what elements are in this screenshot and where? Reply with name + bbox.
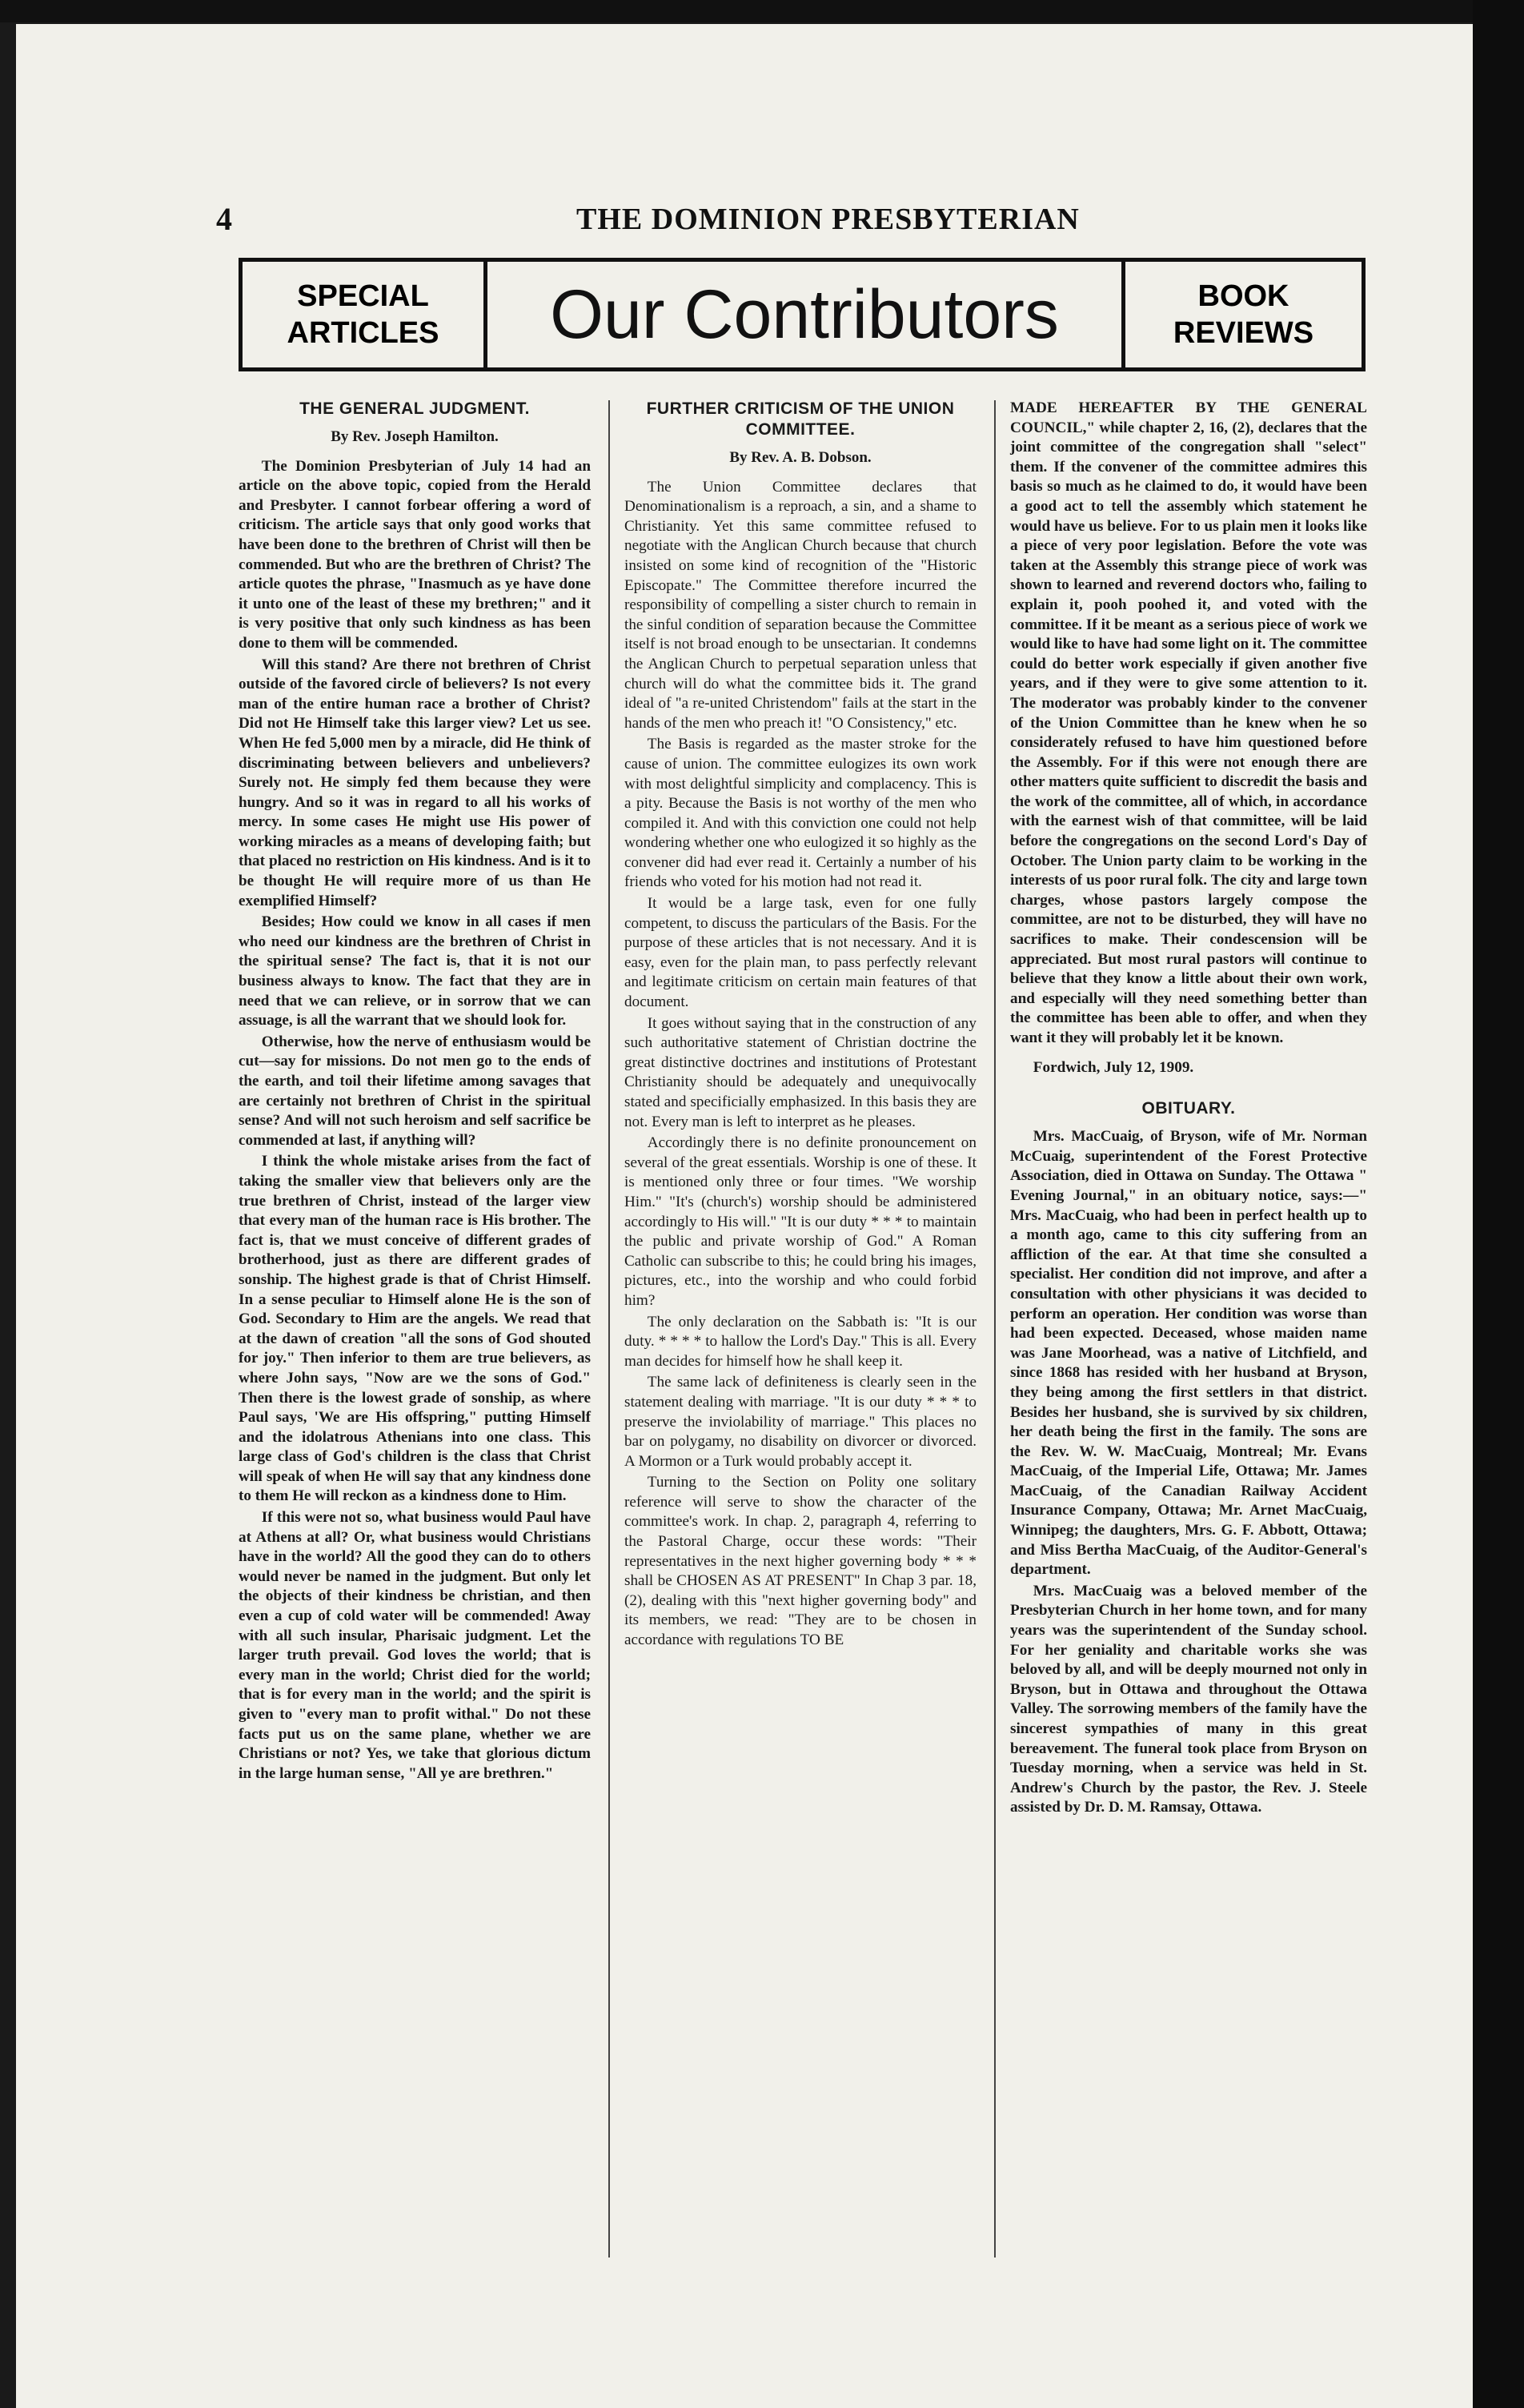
section-title: Our Contributors bbox=[550, 275, 1059, 353]
book-label: BOOK bbox=[1197, 279, 1289, 313]
article-paragraph: The Dominion Presbyterian of July 14 had an article on the above topic, copied from the Herald and Presbyter. I cannot forbear offering a word of criticism. The article says that only good works that have been done to the brethren of Christ will then be commended. But who are the brethren of Christ? The article quotes the phrase, "Inasmuch as ye have done it unto one of the least of these my brethren;" and it is very positive that only such kindness as has been done to them will be commended. bbox=[239, 457, 591, 652]
article-paragraph: Otherwise, how the nerve of enthusiasm would be cut—say for missions. Do not men go to the ends of the earth, and toil their lifetime among savages that are certainly not brethren of Christ in the spiritual sense? And will not such heroism and self sacrifice be commended at last, if anything will? bbox=[239, 1033, 591, 1149]
article-paragraph: It goes without saying that in the construction of any such authoritative statement of Christian doctrine the great distinctive doctrines and institutions of Protestant Christianity should be adequately and unequivocally stated and specificially emphasized. In this basis they are not. Every man is left to interpret as he pleases. bbox=[624, 1014, 977, 1130]
column-rule bbox=[608, 400, 610, 2258]
article-paragraph: The same lack of definiteness is clearly seen in the statement dealing with marriage. "It is our duty * * * to preserve the inviolability of marriage." This places no bar on polygamy, no disability on divorcer or divorced. A Mormon or a Turk would probably accept it. bbox=[624, 1374, 977, 1470]
page-number: 4 bbox=[216, 201, 232, 237]
article-paragraph: The only declaration on the Sabbath is: "It is our duty. * * * * to hallow the Lord's Day." This is all. Every man decides for himself how he shall keep it. bbox=[624, 1313, 977, 1370]
reviews-label: REVIEWS bbox=[1173, 316, 1314, 350]
article-title: THE GENERAL JUDGMENT. bbox=[299, 399, 530, 418]
obituary-paragraph: Mrs. MacCuaig was a beloved member of the Presbyterian Church in her home town, and for many years was the superintendent of the Sunday school. For her geniality and charitable works she was beloved by all, and will be deeply mourned not only in Bryson, but in Ottawa and throughout the Ottawa Valley. The sorrowing members of the family have the sincerest sympathies of many in this great bereavement. The funeral took place from Bryson on Tuesday morning, when a service was held in St. Andrew's Church by the pastor, the Rev. J. Steele assisted by Dr. D. M. Ramsay, Ottawa. bbox=[1010, 1582, 1367, 1816]
article-paragraph: If this were not so, what business would Paul have at Athens at all? Or, what business would Christians have in the world? All the good they can do to others would never be named in the judgment. But only let the objects of their kindness be christian, and then even a cup of cold water will be commended! Away with all such insular, Pharisaic judgment. Let the larger truth prevail. God loves the world; that is every man in the world; Christ died for the world; that is for every man in the world; and the spirit is given to "every man to profit withal." Do not these facts put us on the same plane, whether we are Christians or not? Yes, we take that glorious dictum in the large human sense, "All ye are brethren." bbox=[239, 1509, 591, 1782]
scan-border bbox=[0, 0, 1524, 22]
article-byline: By Rev. A. B. Dobson. bbox=[729, 449, 872, 466]
article-paragraph: It would be a large task, even for one fully competent, to discuss the particulars of the Basis. For the purpose of these articles that is not necessary. And it is easy, even for the plain man, to pass perfectly relevant and legitimate criticism on certain main features of that document. bbox=[624, 895, 977, 1011]
article-paragraph: Accordingly there is no definite pronouncement on several of the great essentials. Worship is one of these. It is mentioned only three or four times. "We worship Him." "It's (church's) worship should be administered accordingly to His will." "It is our duty * * * to maintain the public and private worship of God." A Roman Catholic can subscribe to this; he could bring his images, pictures, etc., into the worship and who could forbid him? bbox=[624, 1134, 977, 1309]
column-2 bbox=[624, 399, 977, 1651]
article-paragraph: The Basis is regarded as the master stroke for the cause of union. The committee eulogizes its own work with most delightful simplicity and complacency. This is a pity. Because the Basis is not worthy of the men who compiled it. And with this conviction one could not help wondering whether one who eulogized it so highly as the convener did had ever read it. Certainly a number of his friends who voted for his motion had not read it. bbox=[624, 736, 977, 891]
book-reviews-box bbox=[1121, 262, 1362, 367]
section-banner bbox=[239, 258, 1366, 371]
running-head: THE DOMINION PRESBYTERIAN bbox=[576, 203, 1080, 236]
special-label: SPECIAL bbox=[297, 279, 429, 313]
article-paragraph: Besides; How could we know in all cases if men who need our kindness are the brethren of Christ in the spiritual sense? The fact is, that it is not our business always to know. The fact that they are in need that we can relieve, or in sorrow that we can assuage, is all the warrant that we should look for. bbox=[239, 913, 591, 1029]
article-paragraph: Turning to the Section on Polity one solitary reference will serve to show the character of the committee's work. In chap. 2, paragraph 4, referring to the Pastoral Charge, occur these words: "Their representatives in the next higher governing body * * * shall be CHOSEN AS AT PRESENT" In Chap 3 par. 18, (2), dealing with this "next higher governing body" and its members, we read: "They are to be chosen in accordance with regulations TO BE bbox=[624, 1474, 977, 1649]
column-3 bbox=[1010, 399, 1367, 1818]
column-rule bbox=[994, 400, 996, 2258]
article-paragraph: I think the whole mistake arises from the fact of taking the smaller view that believers only are the true brethren of Christ, instead of the larger view that every man of the human race is His brother. The fact is, that we must conceive of different grades of brotherhood, just as there are different grades of sonship. The highest grade is that of Christ Himself. In a sense peculiar to Himself alone He is the son of God. Secondary to Him are the angels. We read that at the dawn of creation "all the sons of God shouted for joy." Then inferior to them are true believers, as where John says, "Now are we the sons of God." Then there is the lowest grade of sonship, as where Paul says, 'We are His offspring," putting Himself and the idolatrous Athenians into one class. This large class of God's children is the class that Christ will speak of when He will say that any kindness done to them He will reckon as a kindness done to Him. bbox=[239, 1153, 591, 1505]
special-articles-box bbox=[243, 262, 487, 367]
scan-edge bbox=[1473, 0, 1524, 2408]
articles-label: ARTICLES bbox=[287, 316, 439, 350]
article-paragraph: The Union Committee declares that Denominationalism is a reproach, a sin, and a shame to Christianity. Yet this same committee refused to negotiate with the Anglican Church because that church insisted on some kind of recognition of the "Historic Episcopate." The Committee therefore incurred the responsibility of compelling a sister church to remain in the sinful condition of separation because the Committee itself is not broad enough to be unsectarian. It condemns the Anglican Church to perpetual separation unless that church will do what the committee bids it. The grand ideal of "a re-united Christendom" fails at the start in the hands of the men who preach it! "O Consistency," etc. bbox=[624, 478, 977, 732]
article-dateline: Fordwich, July 12, 1909. bbox=[1033, 1058, 1194, 1076]
article-title: FURTHER CRITICISM OF THE UNION COMMITTEE. bbox=[646, 399, 955, 439]
article-byline: By Rev. Joseph Hamilton. bbox=[331, 428, 499, 445]
article-continuation: MADE HEREAFTER BY THE GENERAL COUNCIL," while chapter 2, 16, (2), declares that the joint committee of the congregation shall "select" them. If the convener of the committee admires this basis so much as he claimed to do, it would have been a good act to tell the assembly which statement he would have us believe. For to us plain men it looks like a piece of very poor legislation. Before the vote was taken at the Assembly this strange piece of work was shown to learned and reverend doctors who, failing to explain it, pooh poohed it, and voted with the committee. If it be meant as a serious piece of work we would like to have had some light on it. The committee could do better work especially if given another five years, and if they were to give some attention to it. The moderator was probably kinder to the convener of the Union Committee than he knew when he so considerately refused to have him questioned before the Assembly. For if this were not enough there are other matters quite sufficient to discredit the basis and the work of the committee, all of which, in accordance with the earnest wish of that committee, will be laid before the congregations on the second Lord's Day of October. The Union party claim to be working in the interests of us poor rural folk. The city and large town charges, whose pastors largely compose the committee, are not to be disturbed, they will have no sacrifices to make. Their condescension will be appreciated. But most rural pastors will continue to believe that they know a little about their own work, and especially will they need something better than the committee has been able to offer, and when they want it they will probably let it be known. bbox=[1010, 399, 1367, 1046]
column-1 bbox=[239, 399, 591, 1784]
article-paragraph: Will this stand? Are there not brethren of Christ outside of the favored circle of believers? Is not every man of the entire human race a brother of Christ? Did not He Himself take this larger view? Let us see. When He fed 5,000 men by a miracle, did He think of discriminating between believers and unbelievers? Surely not. He simply fed them because they were hungry. And so it was in regard to all his works of mercy. In some cases He might use His power of working miracles as a means of developing faith; but that placed no restriction on His kindness. And is it to be thought He will require more of us than He exemplified Himself? bbox=[239, 656, 591, 909]
obituary-title: OBITUARY. bbox=[1141, 1099, 1236, 1118]
obituary-paragraph: Mrs. MacCuaig, of Bryson, wife of Mr. Norman McCuaig, superintendent of the Forest Protective Association, died in Ottawa on Sunday. The Ottawa " Evening Journal," in an obituary notice, says:—" Mrs. MacCuaig, who had been in perfect health up to a month ago, came to this city suffering from an affliction of the ear. At that time she consulted a specialist. Her condition did not improve, and after a consultation with other physicians it was decided to perform an operation. Her condition was worse than had been expected. Deceased, whose maiden name was Jane Moorhead, was a native of Litchfield, and since 1868 has resided with her husband at Bryson, they being among the first settlers in that district. Besides her husband, she is survived by six children, her death being the first in the family. The sons are the Rev. W. W. MacCuaig, Montreal; Mr. Evans MacCuaig, of the Imperial Life, Ottawa; Mr. James MacCuaig, of the Canadian Railway Accident Insurance Company, Ottawa; Mr. Arnet MacCuaig, Winnipeg; the daughters, Mrs. G. F. Abbott, Ottawa; and Miss Bertha MacCuaig, of the Auditor-General's department. bbox=[1010, 1128, 1367, 1579]
